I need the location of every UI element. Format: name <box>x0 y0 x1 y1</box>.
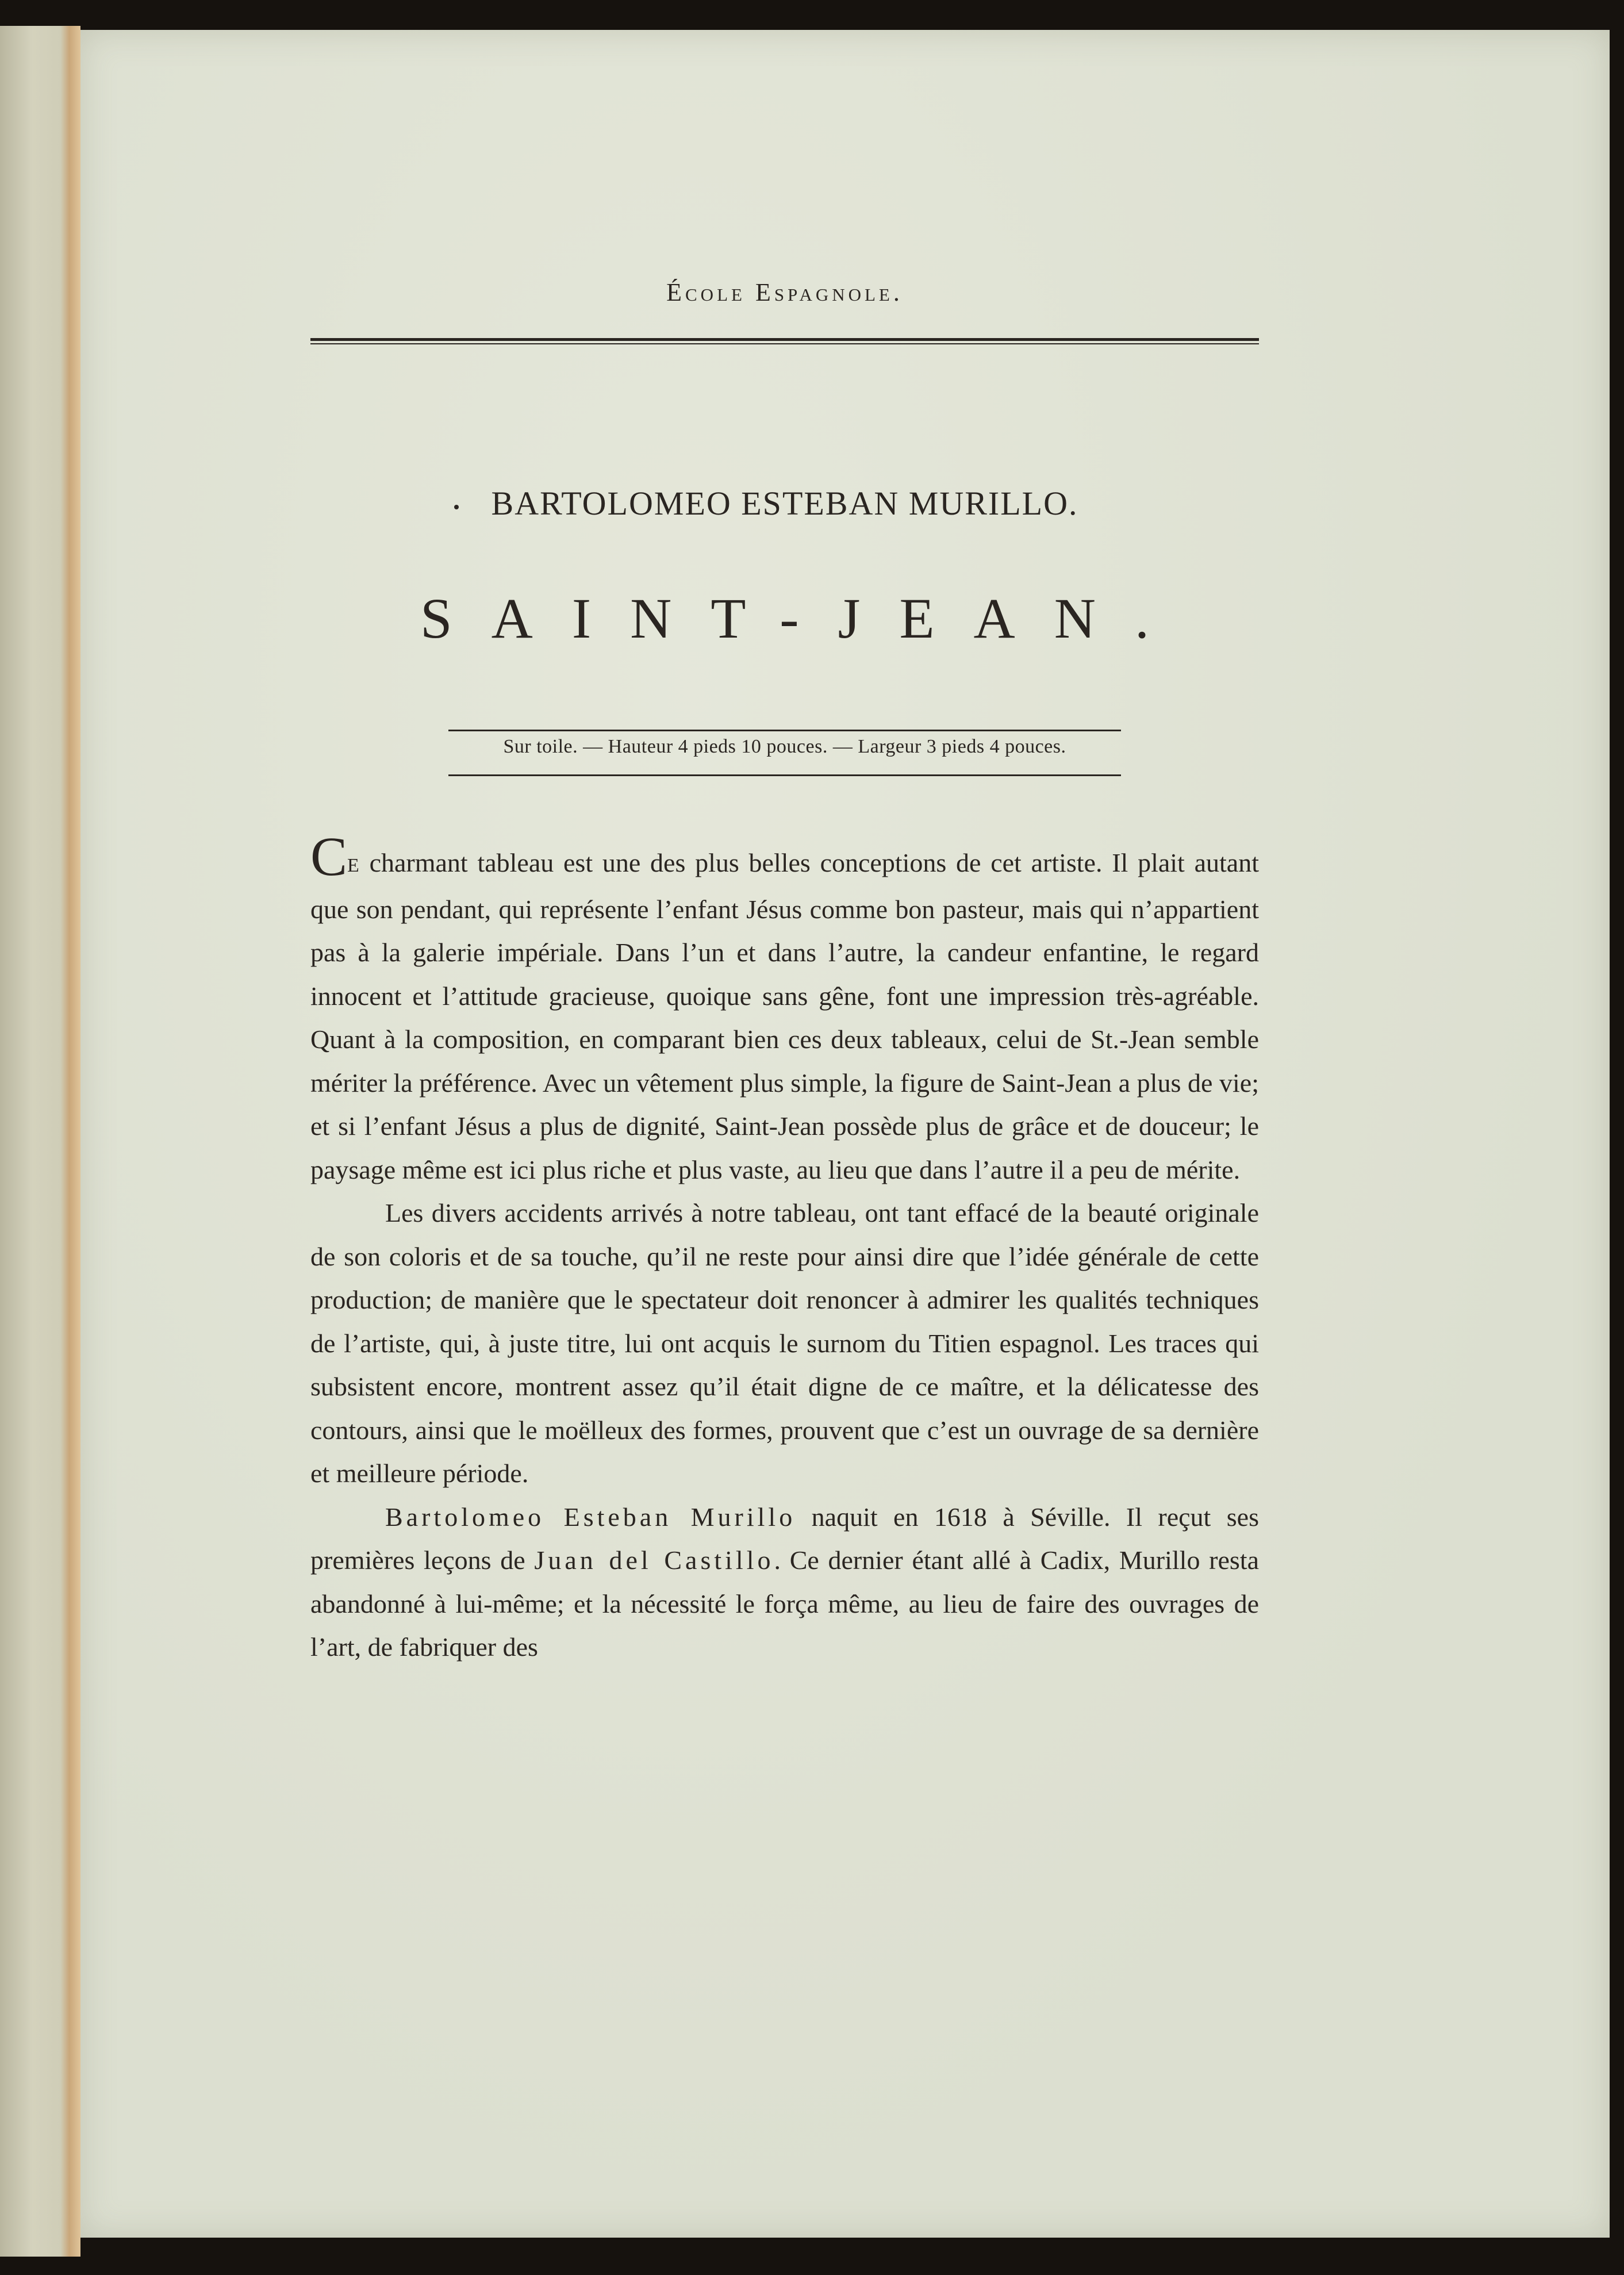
paragraph-3-text-a: naquit en 1618 à Séville. Il reçut ses premières leçons de <box>310 1502 1259 1575</box>
spaced-artist-name: Bartolomeo Esteban Murillo <box>385 1502 796 1532</box>
previous-page-edge <box>0 26 80 2257</box>
paragraph-1 <box>310 826 1259 1191</box>
running-header: École Espagnole. <box>666 278 903 306</box>
paragraph-2: Les divers accidents arrivés à notre tableau, ont tant effacé de la beauté originale de son coloris et de sa touche, qu’il ne reste pour ainsi dire que l’idée générale de cette production; de manière que le spectateur doit renoncer à admirer les qualités techniques de l’artiste, qui, à juste titre, lui ont acquis le surnom du Titien espagnol. Les traces qui subsistent encore, montrent assez qu’il était digne de ce maître, et la délicatesse des contours, ainsi que le moëlleux des formes, prouvent que c’est un ouvrage de sa dernière et meilleure période. <box>310 1198 1259 1488</box>
drop-cap: C <box>310 826 348 887</box>
paragraph-3 <box>310 1495 1259 1669</box>
paragraph-3-text-b: . Ce dernier étant allé à Cadix, Murillo resta abandonné à lui-même; et la nécessité le força même, au lieu de faire des ouvrages de l’art, de fabriquer des <box>310 1545 1259 1662</box>
dimensions-rule-top <box>448 730 1121 731</box>
small-cap: E <box>347 855 360 876</box>
header-double-rule <box>310 338 1259 344</box>
body-text <box>310 826 1259 1669</box>
dimensions-line: Sur toile. — Hauteur 4 pieds 10 pouces. — Largeur 3 pieds 4 pouces. <box>503 736 1066 757</box>
artist-name: BARTOLOMEO ESTEBAN MURILLO. <box>491 485 1078 522</box>
work-title: SAINT-JEAN. <box>420 586 1188 650</box>
dimensions-rule-bottom <box>448 774 1121 776</box>
paragraph-1-text: charmant tableau est une des plus belles conceptions de cet artiste. Il plait autant que son pendant, qui représente l’enfant Jésus comme bon pasteur, mais qui n’appartient pas à la galerie impériale. Dans l’un et dans l’autre, la candeur enfantine, le regard innocent et l’attitude gracieuse, quoique sans gêne, font une impression très-agréable. Quant à la composition, en comparant bien ces deux tableaux, celui de St.-Jean semble mériter la préférence. Avec un vêtement plus simple, la figure de Saint-Jean a plus de vie; et si l’enfant Jésus a plus de dignité, Saint-Jean possède plus de grâce et de douceur; le paysage même est ici plus riche et plus vaste, au lieu que dans l’autre il a peu de mérite. <box>310 848 1259 1184</box>
page-sheet <box>80 30 1610 2238</box>
spaced-master-name: Juan del Castillo <box>534 1545 774 1575</box>
